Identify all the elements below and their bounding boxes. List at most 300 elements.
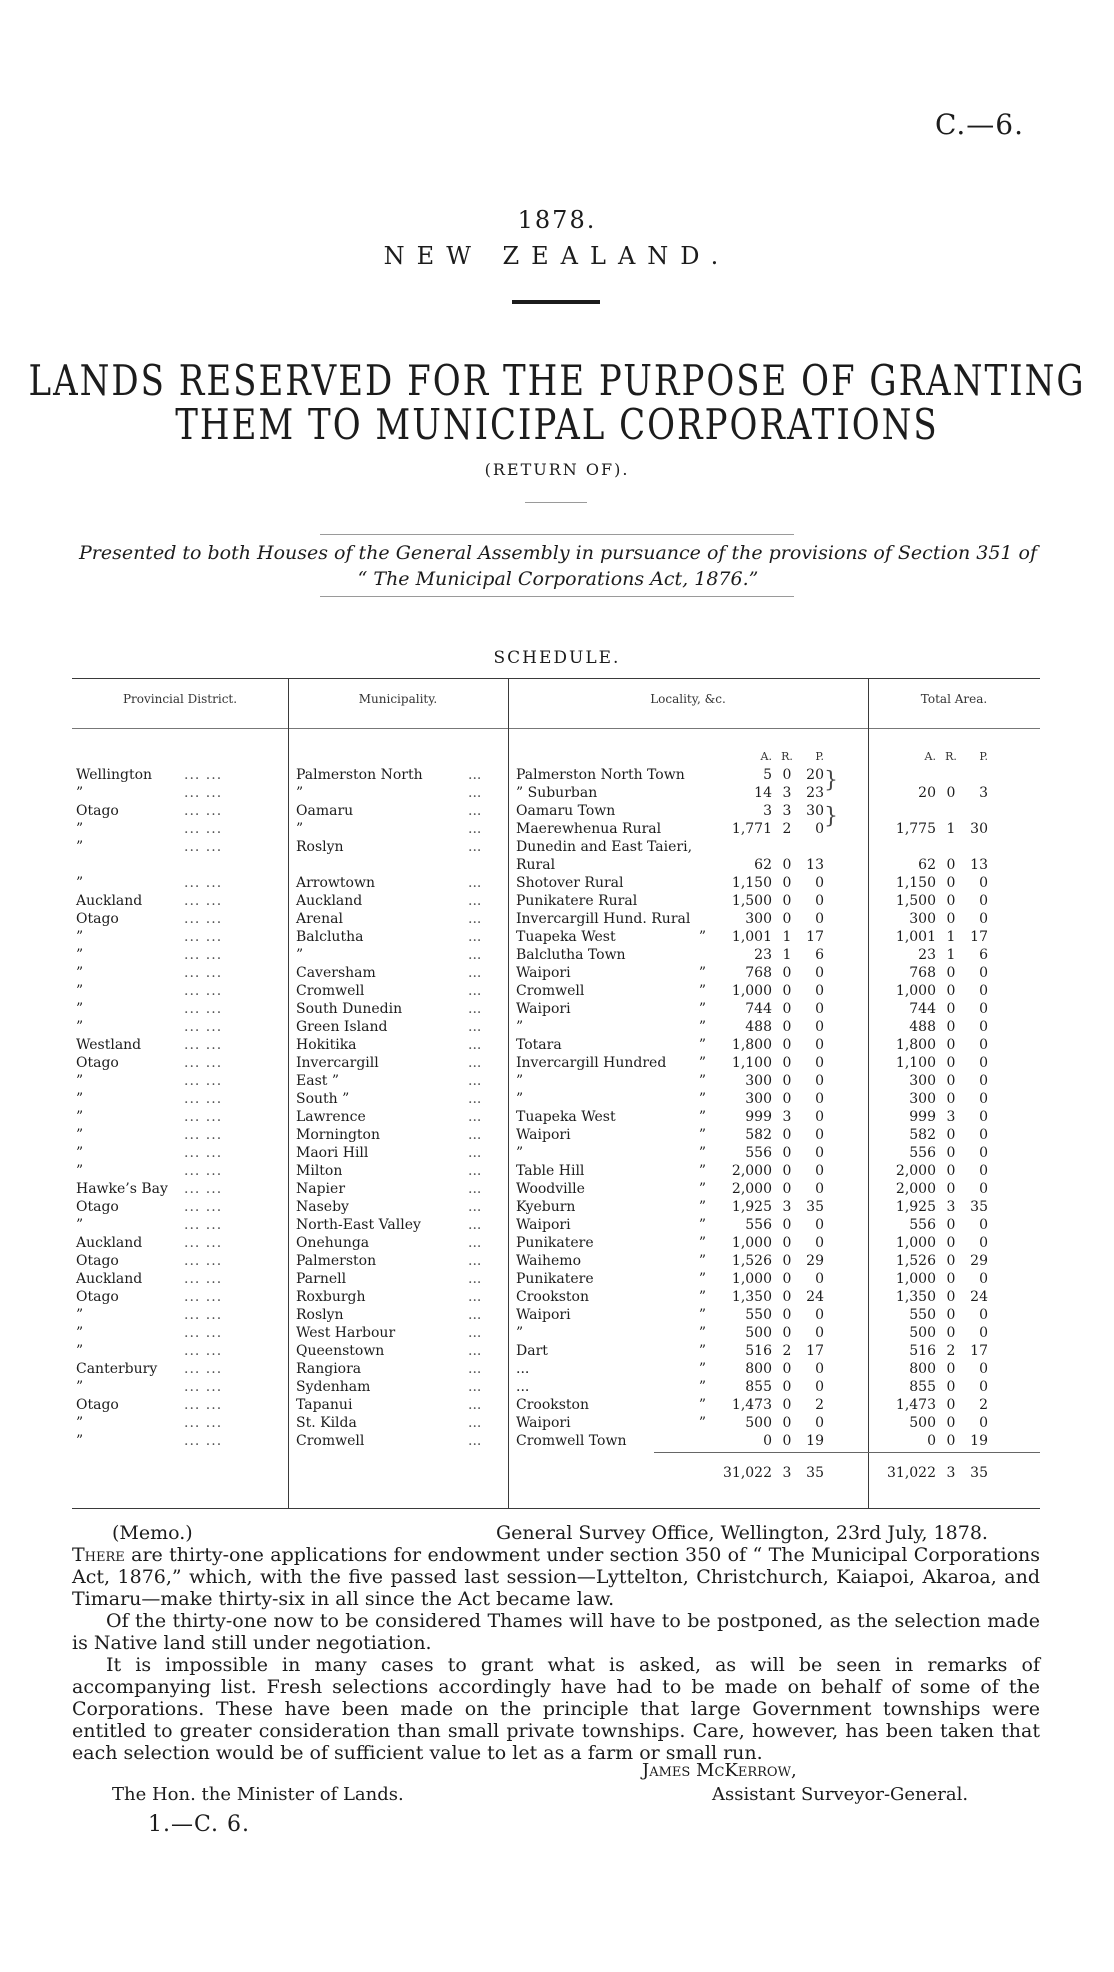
roods-cell: 3 <box>782 785 792 801</box>
total-roods-cell: 0 <box>946 1181 956 1197</box>
acres-cell: 1,001 <box>731 929 772 945</box>
table-row <box>72 1090 1040 1108</box>
perches-cell: 20 <box>806 767 824 783</box>
leader-dots: ... ... <box>184 1289 223 1305</box>
locality-ditto-cell: ” <box>698 1109 706 1125</box>
perches-cell: 0 <box>815 983 824 999</box>
total-roods-cell: 0 <box>946 1001 956 1017</box>
roods-cell: 0 <box>782 1289 792 1305</box>
table-row <box>72 1036 1040 1054</box>
total-acres-cell: 23 <box>918 947 936 963</box>
roods-cell: 0 <box>782 1415 792 1431</box>
total-roods-cell: 0 <box>946 1397 956 1413</box>
roods-cell: 2 <box>782 821 792 837</box>
locality-ditto-cell: ” <box>698 1325 706 1341</box>
perches-cell: 30 <box>806 803 824 819</box>
total-perches-cell: 13 <box>970 857 988 873</box>
locality-cell: Waihemo <box>516 1253 582 1269</box>
unit-perches-total: P. <box>979 750 988 763</box>
roods-cell: 0 <box>782 1181 792 1197</box>
total-perches-cell: 0 <box>979 983 988 999</box>
locality-ditto-cell: ” <box>698 1199 706 1215</box>
leader-dots: ... <box>468 839 482 855</box>
total-perches-cell: 30 <box>970 821 988 837</box>
provincial-district-cell: ” <box>76 1433 84 1449</box>
leader-dots: ... <box>468 875 482 891</box>
locality-cell: Waipori <box>516 1127 571 1143</box>
locality-ditto-cell: ” <box>698 1307 706 1323</box>
provincial-district-cell: ” <box>76 1001 84 1017</box>
locality-cell: Invercargill Hund. Rural <box>516 911 691 927</box>
roods-cell: 0 <box>782 1019 792 1035</box>
leader-dots: ... <box>468 1019 482 1035</box>
table-row <box>72 1378 1040 1396</box>
provincial-district-cell: ” <box>76 1217 84 1233</box>
total-perches-cell: 0 <box>979 1163 988 1179</box>
perches-cell: 0 <box>815 1055 824 1071</box>
provincial-district-cell: ” <box>76 1379 84 1395</box>
leader-dots: ... ... <box>184 1073 223 1089</box>
table-header-rule <box>72 728 1040 729</box>
locality-cell: Woodville <box>516 1181 585 1197</box>
document-title-line1: LANDS RESERVED FOR THE PURPOSE OF GRANTING <box>28 356 1086 406</box>
leader-dots: ... ... <box>184 1433 223 1449</box>
leader-dots: ... <box>468 1307 482 1323</box>
roods-cell: 0 <box>782 1163 792 1179</box>
acres-cell: 556 <box>745 1217 772 1233</box>
signatory-title: Assistant Surveyor-General. <box>712 1784 969 1805</box>
total-perches-cell: 17 <box>970 1343 988 1359</box>
roods-cell: 3 <box>782 1109 792 1125</box>
municipality-cell: Invercargill <box>296 1055 379 1071</box>
total-perches-cell: 0 <box>979 1145 988 1161</box>
total-acres-cell: 1,500 <box>895 893 936 909</box>
total-perches-cell: 0 <box>979 1073 988 1089</box>
locality-cell: ” Suburban <box>516 785 598 801</box>
provincial-district-cell: ” <box>76 785 84 801</box>
provincial-district-cell: ” <box>76 1127 84 1143</box>
leader-dots: ... ... <box>184 803 223 819</box>
table-row <box>72 1054 1040 1072</box>
locality-cell: Punikatere <box>516 1235 594 1251</box>
total-roods-cell: 1 <box>946 929 956 945</box>
locality-ditto-cell: ” <box>698 1379 706 1395</box>
municipality-cell: South Dunedin <box>296 1001 403 1017</box>
locality-ditto-cell: ” <box>698 983 706 999</box>
table-row <box>72 820 1040 838</box>
perches-cell: 0 <box>815 965 824 981</box>
total-roods-cell: 0 <box>946 785 956 801</box>
totals-row <box>72 1464 1040 1482</box>
total-roods-cell: 0 <box>946 857 956 873</box>
leader-dots: ... <box>468 1253 482 1269</box>
table-row <box>72 1018 1040 1036</box>
total-acres-cell: 1,100 <box>895 1055 936 1071</box>
roods-cell: 2 <box>782 1343 792 1359</box>
table-row <box>72 1216 1040 1234</box>
roods-cell: 0 <box>782 857 792 873</box>
provincial-district-cell: Wellington <box>76 767 153 783</box>
locality-ditto-cell: ” <box>698 1271 706 1287</box>
acres-cell: 2,000 <box>731 1163 772 1179</box>
leader-dots: ... ... <box>184 1253 223 1269</box>
municipality-cell: Palmerston North <box>296 767 423 783</box>
perches-cell: 0 <box>815 1037 824 1053</box>
total-roods-cell: 0 <box>946 1253 956 1269</box>
acres-cell: 516 <box>745 1343 772 1359</box>
table-row <box>72 838 1040 856</box>
total-roods-cell: 0 <box>946 1379 956 1395</box>
locality-ditto-cell: ” <box>698 1397 706 1413</box>
total-perches-cell: 0 <box>979 1001 988 1017</box>
leader-dots: ... <box>468 1217 482 1233</box>
total-roods-cell: 0 <box>946 1271 956 1287</box>
municipality-cell: Napier <box>296 1181 346 1197</box>
provincial-district-cell: Westland <box>76 1037 142 1053</box>
acres-cell: 2,000 <box>731 1181 772 1197</box>
acres-cell: 62 <box>754 857 772 873</box>
column-header-provincial: Provincial District. <box>122 692 238 706</box>
roods-cell: 0 <box>782 1127 792 1143</box>
locality-cell: Cromwell Town <box>516 1433 627 1449</box>
memo-para1-lead: There <box>72 1544 125 1566</box>
acres-cell: 1,800 <box>731 1037 772 1053</box>
total-perches-cell: 0 <box>979 1379 988 1395</box>
table-rows <box>72 766 1040 1450</box>
column-header-total-area: Total Area. <box>920 692 988 706</box>
leader-dots: ... <box>468 1343 482 1359</box>
locality-ditto-cell: ” <box>698 1235 706 1251</box>
municipality-cell: Milton <box>296 1163 343 1179</box>
table-top-rule <box>72 678 1040 679</box>
perches-cell: 0 <box>815 911 824 927</box>
total-perches-cell: 0 <box>979 1127 988 1143</box>
total-perches-cell: 17 <box>970 929 988 945</box>
acres-cell: 1,500 <box>731 893 772 909</box>
leader-dots: ... <box>468 767 482 783</box>
total-acres-cell: 0 <box>927 1433 936 1449</box>
leader-dots: ... ... <box>184 1361 223 1377</box>
municipality-cell: Hokitika <box>296 1037 357 1053</box>
locality-ditto-cell: ” <box>698 1181 706 1197</box>
acres-cell: 1,473 <box>731 1397 772 1413</box>
acres-cell: 1,000 <box>731 1271 772 1287</box>
locality-cell: Punikatere <box>516 1271 594 1287</box>
document-subtitle: (RETURN OF). <box>484 460 630 479</box>
provincial-district-cell: ” <box>76 1307 84 1323</box>
table-row <box>72 1000 1040 1018</box>
total-acres-cell: 768 <box>909 965 936 981</box>
leader-dots: ... <box>468 983 482 999</box>
total-acres-cell: 1,925 <box>895 1199 936 1215</box>
table-row <box>72 1288 1040 1306</box>
roods-cell: 3 <box>782 803 792 819</box>
leader-dots: ... ... <box>184 1415 223 1431</box>
table-row <box>72 1198 1040 1216</box>
provincial-district-cell: Auckland <box>76 1235 143 1251</box>
provincial-district-cell: ” <box>76 839 84 855</box>
table-row <box>72 784 1040 802</box>
total-perches-cell: 0 <box>979 1307 988 1323</box>
roods-cell: 0 <box>782 1091 792 1107</box>
municipality-cell: Sydenham <box>296 1379 371 1395</box>
roods-cell: 0 <box>782 1271 792 1287</box>
leader-dots: ... ... <box>184 875 223 891</box>
locality-ditto-cell: ” <box>698 1127 706 1143</box>
provincial-district-cell: Otago <box>76 1397 119 1413</box>
leader-dots: ... ... <box>184 1307 223 1323</box>
perches-cell: 0 <box>815 1235 824 1251</box>
roods-cell: 0 <box>782 983 792 999</box>
table-row <box>72 1432 1040 1450</box>
total-roods-cell: 0 <box>946 983 956 999</box>
leader-dots: ... ... <box>184 929 223 945</box>
municipality-cell: Auckland <box>296 893 363 909</box>
perches-cell: 13 <box>806 857 824 873</box>
total-roods-cell: 3 <box>946 1109 956 1125</box>
roods-cell: 0 <box>782 1145 792 1161</box>
roods-cell: 0 <box>782 1433 792 1449</box>
leader-dots: ... <box>468 1037 482 1053</box>
acres-cell: 0 <box>763 1433 772 1449</box>
provincial-district-cell: Otago <box>76 1055 119 1071</box>
roods-cell: 0 <box>782 1379 792 1395</box>
total-acres-cell: 556 <box>909 1217 936 1233</box>
roods-cell: 0 <box>782 965 792 981</box>
total-perches-cell: 0 <box>979 1055 988 1071</box>
document-year: 1878. <box>517 206 597 234</box>
leader-dots: ... ... <box>184 1109 223 1125</box>
acres-cell: 1,771 <box>731 821 772 837</box>
provincial-district-cell: Auckland <box>76 1271 143 1287</box>
roods-cell: 3 <box>782 1199 792 1215</box>
leader-dots: ... ... <box>184 1127 223 1143</box>
provincial-district-cell: Hawke’s Bay <box>76 1181 168 1197</box>
unit-roods-total: R. <box>945 750 957 763</box>
acres-cell: 300 <box>745 911 772 927</box>
total-roods-cell: 0 <box>946 1037 956 1053</box>
locality-cell: Waipori <box>516 1217 571 1233</box>
leader-dots: ... <box>468 1127 482 1143</box>
locality-ditto-cell: ” <box>698 965 706 981</box>
table-row <box>72 1342 1040 1360</box>
table-row <box>72 1126 1040 1144</box>
leader-dots: ... <box>468 893 482 909</box>
total-roods-cell: 0 <box>946 1019 956 1035</box>
schedule-heading: SCHEDULE. <box>493 648 621 668</box>
municipality-cell: Balclutha <box>296 929 364 945</box>
total-acres-cell: 500 <box>909 1415 936 1431</box>
locality-cell: Dart <box>516 1343 548 1359</box>
total-roods-cell: 0 <box>946 1325 956 1341</box>
roods-cell: 0 <box>782 1397 792 1413</box>
locality-cell: Palmerston North Town <box>516 767 685 783</box>
locality-ditto-cell: ” <box>698 1019 706 1035</box>
municipality-cell: Maori Hill <box>296 1145 369 1161</box>
municipality-cell: Rangiora <box>296 1361 362 1377</box>
leader-dots: ... <box>468 965 482 981</box>
municipality-cell: Mornington <box>296 1127 380 1143</box>
municipality-cell: ” <box>296 821 304 837</box>
provincial-district-cell: ” <box>76 1163 84 1179</box>
total-acres-cell: 2,000 <box>895 1181 936 1197</box>
leader-dots: ... ... <box>184 1343 223 1359</box>
perches-cell: 6 <box>815 947 824 963</box>
leader-dots: ... <box>468 1181 482 1197</box>
acres-cell: 300 <box>745 1073 772 1089</box>
total-roods-cell: 0 <box>946 1433 956 1449</box>
locality-cell: Waipori <box>516 1307 571 1323</box>
total-perches-cell: 0 <box>979 893 988 909</box>
provincial-district-cell: Auckland <box>76 893 143 909</box>
totals-rule <box>654 1452 1040 1453</box>
total-acres-cell: 488 <box>909 1019 936 1035</box>
leader-dots: ... <box>468 1199 482 1215</box>
locality-cell: Punikatere Rural <box>516 893 638 909</box>
total-perches-cell: 0 <box>979 1235 988 1251</box>
roods-cell: 0 <box>782 911 792 927</box>
acres-cell: 488 <box>745 1019 772 1035</box>
provincial-district-cell: ” <box>76 1109 84 1125</box>
total-perches-cell: 0 <box>979 1361 988 1377</box>
total-perches-cell: 0 <box>979 1325 988 1341</box>
total-roods-cell: 3 <box>946 1199 956 1215</box>
perches-cell: 0 <box>815 1271 824 1287</box>
total-roods-cell: 0 <box>946 875 956 891</box>
total-acres-cell: 1,526 <box>895 1253 936 1269</box>
memo-paragraph-3: It is impossible in many cases to grant what is asked, as will be seen in remarks of accompanying list. Fresh selections accordingly have had to be made on behalf of some of the Corporations. These have been made on the principle that large Government townships were entitled to greater consideration than small private townships. Care, however, has been taken that each selection would be of sufficient value to let as a farm or small run. <box>72 1654 1040 1764</box>
acres-cell: 556 <box>745 1145 772 1161</box>
leader-dots: ... <box>468 1415 482 1431</box>
perches-cell: 19 <box>806 1433 824 1449</box>
table-row <box>72 964 1040 982</box>
leader-dots: ... ... <box>184 1163 223 1179</box>
perches-cell: 0 <box>815 821 824 837</box>
locality-cell: Invercargill Hundred <box>516 1055 667 1071</box>
table-row <box>72 1144 1040 1162</box>
total-acres-cell: 1,000 <box>895 983 936 999</box>
perches-cell: 0 <box>815 1307 824 1323</box>
unit-acres: A. <box>760 750 772 763</box>
memo-label: (Memo.) <box>112 1522 193 1544</box>
locality-cell: ” <box>516 1145 524 1161</box>
unit-perches: P. <box>815 750 824 763</box>
table-row <box>72 1162 1040 1180</box>
total-acres-cell: 62 <box>918 857 936 873</box>
leader-dots: ... <box>468 803 482 819</box>
municipality-cell: Cromwell <box>296 983 365 999</box>
provincial-district-cell: Otago <box>76 911 119 927</box>
locality-ditto-cell: ” <box>698 1415 706 1431</box>
locality-ditto-cell: ” <box>698 929 706 945</box>
provincial-district-cell: ” <box>76 983 84 999</box>
grand-total-roods: 3 <box>782 1465 792 1481</box>
locality-cell: ” <box>516 1019 524 1035</box>
acres-cell: 3 <box>763 803 772 819</box>
locality-cell: Waipori <box>516 1415 571 1431</box>
acres-cell: 550 <box>745 1307 772 1323</box>
total-acres-cell: 1,800 <box>895 1037 936 1053</box>
roods-cell: 1 <box>782 929 792 945</box>
table-row <box>72 1270 1040 1288</box>
roods-cell: 0 <box>782 1073 792 1089</box>
leader-dots: ... <box>468 1271 482 1287</box>
total-perches-cell: 0 <box>979 1109 988 1125</box>
table-row <box>72 892 1040 910</box>
leader-dots: ... ... <box>184 785 223 801</box>
total-perches-cell: 0 <box>979 1181 988 1197</box>
provincial-district-cell: Otago <box>76 803 119 819</box>
leader-dots: ... <box>468 929 482 945</box>
total-roods-cell: 0 <box>946 1217 956 1233</box>
acres-cell: 1,100 <box>731 1055 772 1071</box>
perches-cell: 0 <box>815 893 824 909</box>
locality-cell: ” <box>516 1091 524 1107</box>
roods-cell: 0 <box>782 1253 792 1269</box>
total-roods-cell: 0 <box>946 1145 956 1161</box>
memo-section <box>72 1522 1040 1764</box>
perches-cell: 0 <box>815 1145 824 1161</box>
acres-cell: 744 <box>745 1001 772 1017</box>
locality-cell: Crookston <box>516 1289 590 1305</box>
memo-paragraph-2: Of the thirty-one now to be considered Thames will have to be postponed, as the selection made is Native land still under negotiation. <box>72 1610 1040 1654</box>
perches-cell: 0 <box>815 1001 824 1017</box>
table-row <box>72 1324 1040 1342</box>
table-row <box>72 946 1040 964</box>
total-acres-cell: 300 <box>909 911 936 927</box>
memo-office-date: General Survey Office, Wellington, 23rd July, 1878. <box>496 1522 988 1544</box>
leader-dots: ... ... <box>184 1199 223 1215</box>
total-perches-cell: 3 <box>979 785 988 801</box>
leader-dots: ... ... <box>184 1271 223 1287</box>
total-roods-cell: 2 <box>946 1343 956 1359</box>
roods-cell: 0 <box>782 1235 792 1251</box>
locality-cell: Waipori <box>516 1001 571 1017</box>
leader-dots: ... ... <box>184 983 223 999</box>
total-roods-cell: 0 <box>946 1163 956 1179</box>
acres-cell: 500 <box>745 1325 772 1341</box>
municipality-cell: Roslyn <box>296 1307 344 1323</box>
leader-dots: ... ... <box>184 1001 223 1017</box>
locality-cell: ” <box>516 1073 524 1089</box>
acres-cell: 1,350 <box>731 1289 772 1305</box>
signatory-name: James McKerrow, <box>642 1760 797 1781</box>
leader-dots: ... ... <box>184 1397 223 1413</box>
presented-statement: Presented to both Houses of the General Assembly in pursuance of the provisions of Section 351 of “ The Municipal Corporations Act, 1876.” <box>78 542 1038 590</box>
locality-ditto-cell: ” <box>698 1253 706 1269</box>
leader-dots: ... ... <box>184 821 223 837</box>
total-roods-cell: 0 <box>946 1091 956 1107</box>
acres-cell: 1,000 <box>731 1235 772 1251</box>
table-body <box>72 748 1040 1450</box>
table-row <box>72 856 1040 874</box>
perches-cell: 0 <box>815 1379 824 1395</box>
memo-paragraph-1: are thirty-one applications for endowment under section 350 of “ The Municipal Corporations Act, 1876,” which, with the five passed last session—Lyttelton, Christchurch, Kaiapoi, Akaroa, and Timaru—make thirty-six in all since the Act became law. <box>72 1544 1040 1610</box>
total-perches-cell: 0 <box>979 875 988 891</box>
total-perches-cell: 24 <box>970 1289 988 1305</box>
total-acres-cell: 744 <box>909 1001 936 1017</box>
table-row <box>72 928 1040 946</box>
presented-bottom-rule <box>320 596 794 597</box>
municipality-cell: Arenal <box>296 911 343 927</box>
provincial-district-cell: Canterbury <box>76 1361 158 1377</box>
leader-dots: ... <box>468 947 482 963</box>
leader-dots: ... <box>468 1433 482 1449</box>
table-row <box>72 982 1040 1000</box>
total-perches-cell: 19 <box>970 1433 988 1449</box>
leader-dots: ... ... <box>184 767 223 783</box>
total-perches-cell: 0 <box>979 1415 988 1431</box>
